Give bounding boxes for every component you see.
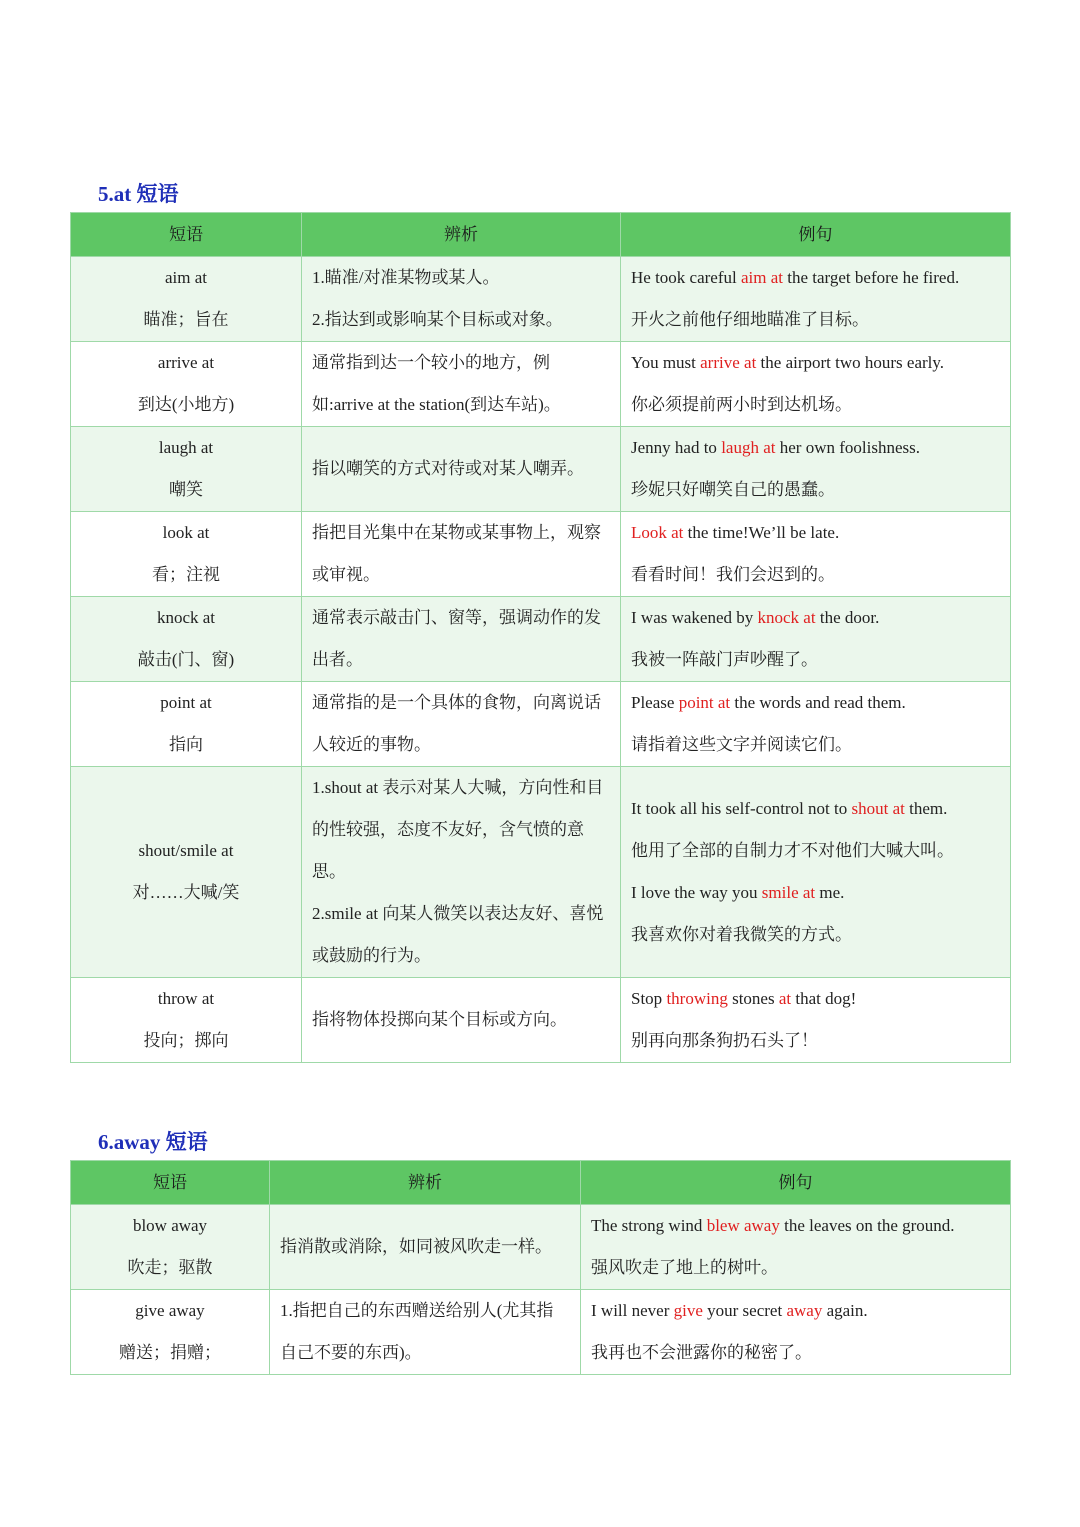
analysis-cell — [270, 1290, 581, 1375]
highlighted-phrase: away — [786, 1301, 823, 1320]
example-cell — [621, 682, 1011, 767]
example-text: the words and read them. — [730, 693, 906, 712]
example-text: the target before he fired. — [783, 268, 960, 287]
example-sentence — [591, 1290, 1000, 1332]
example-text: the airport two hours early. — [756, 353, 945, 372]
example-sentence — [591, 1205, 1000, 1247]
phrase-cell — [71, 427, 302, 512]
analysis-cell — [302, 978, 621, 1063]
away-phrases-table — [70, 1160, 1011, 1375]
example-sentence — [591, 1332, 1000, 1374]
analysis-text: 通常表示敲击门、窗等，强调动作的发出者。 — [312, 608, 601, 669]
phrase-english: shout/smile at — [138, 841, 234, 860]
example-sentence — [591, 1247, 1000, 1289]
example-text: 我被一阵敲门声吵醒了。 — [631, 650, 818, 669]
at-phrases-table — [70, 212, 1011, 1063]
example-cell — [621, 342, 1011, 427]
highlighted-phrase: point at — [678, 693, 731, 712]
example-text: Please — [631, 693, 679, 712]
example-text: 我再也不会泄露你的秘密了。 — [591, 1343, 812, 1362]
example-sentence — [631, 257, 1000, 299]
example-sentence — [631, 597, 1000, 639]
example-sentence — [631, 872, 1000, 914]
table-row — [71, 978, 1011, 1063]
example-text: 珍妮只好嘲笑自己的愚蠢。 — [631, 480, 835, 499]
example-text: I was wakened by — [631, 608, 758, 627]
table-row — [71, 342, 1011, 427]
highlighted-phrase: blew away — [706, 1216, 780, 1235]
example-text: that dog! — [791, 989, 857, 1008]
header-example: 例句 — [581, 1161, 1011, 1205]
phrase-english: laugh at — [158, 438, 214, 457]
phrase-chinese: 敲击(门、窗) — [137, 650, 235, 669]
analysis-text: 通常指到达一个较小的地方，例如:arrive at the station(到达车站)。 — [312, 353, 561, 414]
phrase-cell — [71, 342, 302, 427]
example-cell — [621, 257, 1011, 342]
table-row — [71, 767, 1011, 978]
analysis-cell — [270, 1205, 581, 1290]
phrase-cell — [71, 1205, 270, 1290]
example-sentence — [631, 914, 1000, 956]
table-header-row — [71, 213, 1011, 257]
analysis-cell — [302, 512, 621, 597]
phrase-chinese: 赠送；捐赠； — [119, 1343, 221, 1362]
example-sentence — [631, 384, 1000, 426]
analysis-text: 2.指达到或影响某个目标或对象。 — [312, 310, 563, 329]
analysis-text: 指把目光集中在某物或某事物上，观察或审视。 — [312, 523, 601, 584]
table-row — [71, 427, 1011, 512]
analysis-text: 2.smile at 向某人微笑以表达友好、喜悦或鼓励的行为。 — [312, 904, 604, 965]
highlighted-phrase: knock at — [757, 608, 816, 627]
table-row — [71, 1290, 1011, 1375]
example-cell — [621, 597, 1011, 682]
phrase-english: throw at — [157, 989, 215, 1008]
header-analysis: 辨析 — [302, 213, 621, 257]
phrase-chinese: 到达(小地方) — [137, 395, 235, 414]
phrase-cell — [71, 597, 302, 682]
example-text: 请指着这些文字并阅读它们。 — [631, 735, 852, 754]
example-sentence — [631, 978, 1000, 1020]
highlighted-phrase: arrive at — [700, 353, 757, 372]
example-sentence — [631, 639, 1000, 681]
example-text: her own foolishness. — [775, 438, 920, 457]
phrase-cell — [71, 512, 302, 597]
example-text: Stop — [631, 989, 667, 1008]
example-cell — [621, 427, 1011, 512]
phrase-english: arrive at — [157, 353, 215, 372]
example-text: the leaves on the ground. — [779, 1216, 955, 1235]
example-sentence — [631, 554, 1000, 596]
example-cell — [621, 767, 1011, 978]
analysis-text: 1.瞄准/对准某物或某人。 — [312, 268, 500, 287]
analysis-cell — [302, 342, 621, 427]
header-phrase: 短语 — [71, 1161, 270, 1205]
example-text: me. — [815, 883, 845, 902]
example-text: stones — [727, 989, 779, 1008]
highlighted-phrase: shout at — [851, 799, 905, 818]
example-text: the time!We’ll be late. — [683, 523, 840, 542]
phrase-english: point at — [160, 693, 212, 712]
example-text: You must — [631, 353, 701, 372]
highlighted-phrase: at — [778, 989, 792, 1008]
example-text: 看看时间！我们会迟到的。 — [631, 565, 835, 584]
phrase-cell — [71, 682, 302, 767]
analysis-text: 指将物体投掷向某个目标或方向。 — [312, 1010, 567, 1029]
section-5-title: 5.at 短语 — [98, 182, 179, 206]
table-row — [71, 597, 1011, 682]
analysis-cell — [302, 427, 621, 512]
example-cell — [581, 1205, 1011, 1290]
example-text: Jenny had to — [631, 438, 722, 457]
table-header-row — [71, 1161, 1011, 1205]
phrase-chinese: 吹走；驱散 — [127, 1258, 213, 1277]
example-text: I love the way you — [631, 883, 762, 902]
analysis-cell — [302, 767, 621, 978]
example-sentence — [631, 427, 1000, 469]
example-text: 别再向那条狗扔石头了！ — [631, 1031, 818, 1050]
example-sentence — [631, 1020, 1000, 1062]
phrase-english: give away — [135, 1301, 205, 1320]
highlighted-phrase: give — [673, 1301, 703, 1320]
highlighted-phrase: Look at — [631, 523, 684, 542]
analysis-cell — [302, 257, 621, 342]
example-text: 强风吹走了地上的树叶。 — [591, 1258, 778, 1277]
example-text: I will never — [591, 1301, 674, 1320]
example-cell — [621, 512, 1011, 597]
analysis-cell — [302, 682, 621, 767]
highlighted-phrase: aim at — [740, 268, 783, 287]
example-sentence — [631, 512, 1000, 554]
example-text: 我喜欢你对着我微笑的方式。 — [631, 925, 852, 944]
phrase-english: knock at — [156, 608, 216, 627]
table-row — [71, 1205, 1011, 1290]
example-text: again. — [822, 1301, 868, 1320]
example-text: He took careful — [631, 268, 741, 287]
example-sentence — [631, 342, 1000, 384]
analysis-text: 指以嘲笑的方式对待或对某人嘲弄。 — [312, 459, 584, 478]
example-text: your secret — [702, 1301, 787, 1320]
example-text: It took all his self-control not to — [631, 799, 852, 818]
phrase-english: look at — [162, 523, 210, 542]
example-text: The strong wind — [591, 1216, 707, 1235]
example-text: 你必须提前两小时到达机场。 — [631, 395, 852, 414]
phrase-chinese: 投向；掷向 — [143, 1031, 229, 1050]
phrase-cell — [71, 767, 302, 978]
example-sentence — [631, 469, 1000, 511]
analysis-text: 指消散或消除，如同被风吹走一样。 — [280, 1237, 552, 1256]
phrase-chinese: 对……大喊/笑 — [132, 883, 240, 902]
section-6-title: 6.away 短语 — [98, 1130, 208, 1154]
phrase-cell — [71, 1290, 270, 1375]
example-sentence — [631, 788, 1000, 830]
example-text: 开火之前他仔细地瞄准了目标。 — [631, 310, 869, 329]
analysis-text: 1.指把自己的东西赠送给别人(尤其指自己不要的东西)。 — [280, 1301, 554, 1362]
phrase-cell — [71, 257, 302, 342]
table-row — [71, 257, 1011, 342]
example-text: them. — [904, 799, 948, 818]
phrase-chinese: 嘲笑 — [169, 480, 203, 499]
example-cell — [581, 1290, 1011, 1375]
analysis-cell — [302, 597, 621, 682]
header-phrase: 短语 — [71, 213, 302, 257]
table-row — [71, 682, 1011, 767]
phrase-chinese: 瞄准；旨在 — [143, 310, 229, 329]
example-text: the door. — [815, 608, 880, 627]
analysis-text: 通常指的是一个具体的食物，向离说话人较近的事物。 — [312, 693, 601, 754]
highlighted-phrase: laugh at — [721, 438, 776, 457]
phrase-chinese: 看；注视 — [152, 565, 220, 584]
phrase-english: aim at — [164, 268, 207, 287]
example-text: 他用了全部的自制力才不对他们大喊大叫。 — [631, 841, 954, 860]
highlighted-phrase: throwing — [666, 989, 728, 1008]
highlighted-phrase: smile at — [761, 883, 816, 902]
analysis-text: 1.shout at 表示对某人大喊，方向性和目的性较强，态度不友好，含气愤的意思。 — [312, 778, 604, 881]
example-sentence — [631, 682, 1000, 724]
phrase-cell — [71, 978, 302, 1063]
example-sentence — [631, 724, 1000, 766]
header-example: 例句 — [621, 213, 1011, 257]
table-row — [71, 512, 1011, 597]
header-analysis: 辨析 — [270, 1161, 581, 1205]
phrase-english: blow away — [132, 1216, 208, 1235]
example-cell — [621, 978, 1011, 1063]
example-sentence — [631, 830, 1000, 872]
example-sentence — [631, 299, 1000, 341]
phrase-chinese: 指向 — [169, 735, 203, 754]
